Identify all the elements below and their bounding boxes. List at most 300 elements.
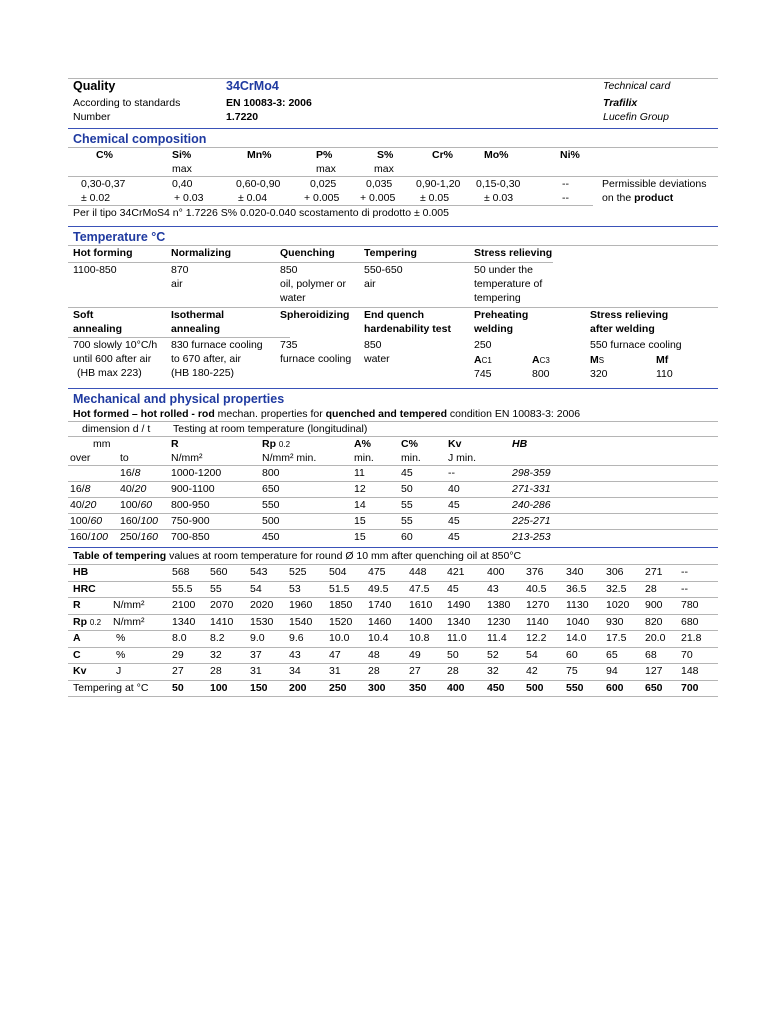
tempering-cell: 1540 <box>289 615 313 628</box>
cell-over-value: 160/ <box>70 531 91 543</box>
tempering-cell: 1410 <box>210 615 234 628</box>
cell-a: 12 <box>354 483 366 495</box>
mech-units-row <box>68 451 718 465</box>
isothermal-header-2: annealing <box>171 323 221 335</box>
cell-c: 50 <box>401 483 413 495</box>
tempering-cell: 49.5 <box>368 582 389 595</box>
stress-after-value: 550 furnace cooling <box>590 339 682 351</box>
cell-over <box>70 514 102 528</box>
dev-cr: ± 0.05 <box>420 192 450 204</box>
temp-values2-row <box>68 338 718 382</box>
tempering-cell: 31 <box>329 665 341 677</box>
tempering-cell: 1230 <box>487 615 511 628</box>
ms-label <box>590 353 604 368</box>
cell-rp: 800 <box>262 467 280 479</box>
tempering-row <box>68 615 718 631</box>
tempering-cell: 49 <box>409 648 421 661</box>
mechanical-section-title <box>68 389 718 407</box>
cell-to-value: 250/ <box>120 531 141 543</box>
quality-value: 34CrMo4 <box>226 79 279 93</box>
cell-hb: 298-359 <box>512 467 551 479</box>
tempering-cell: 37 <box>250 648 262 661</box>
deviation-note-2a: on the <box>602 192 635 204</box>
element-mn: Mn% <box>247 149 272 161</box>
tempering-cell: 1490 <box>447 599 471 611</box>
isothermal-header-1: Isothermal <box>171 309 225 321</box>
mech-rows <box>68 466 718 545</box>
tempering-temp-cell: 100 <box>210 681 228 694</box>
tempering-cell: 900 <box>645 599 663 611</box>
tempering-temp-cell: 150 <box>250 681 268 694</box>
cell-to-value: 16/ <box>120 467 135 479</box>
tempering-cell: 1140 <box>526 615 549 628</box>
tempering-cell: 54 <box>250 582 262 595</box>
tempering-cell: 127 <box>645 665 663 677</box>
tempering-cell: 820 <box>645 615 663 628</box>
cell-to <box>120 514 158 528</box>
normalizing-temp: 870 <box>171 264 189 276</box>
col-rp-sub: 0.2 <box>278 440 291 449</box>
tempering-cell: 400 <box>487 566 505 578</box>
tempering-cell: 21.8 <box>681 632 702 644</box>
table-row <box>68 530 718 545</box>
tempering-temp-cell: 300 <box>368 681 386 694</box>
col-rp-letter: Rp <box>262 438 276 450</box>
tempering-cell: -- <box>681 582 688 595</box>
cell-over-value: 16/ <box>70 483 85 495</box>
row-unit: % <box>116 648 126 661</box>
tempering-cell: 9.6 <box>289 632 304 644</box>
row-label-text: C <box>73 648 81 661</box>
cell-to <box>120 498 152 512</box>
row-unit: J <box>116 665 122 677</box>
tempering-row <box>68 631 718 647</box>
chem-max-row <box>68 162 718 176</box>
tempering-cell: 1380 <box>487 599 511 611</box>
cell-r: 750-900 <box>171 515 210 527</box>
hot-forming-header: Hot forming <box>73 247 133 259</box>
cell-over <box>70 482 90 496</box>
cell-kv: -- <box>448 467 455 479</box>
tempering-cell: 45 <box>447 582 459 595</box>
tempering-cell: 47.5 <box>409 582 430 595</box>
row-unit: N/mm² <box>113 615 145 628</box>
element-s: S% <box>377 149 394 161</box>
cell-to-alt: 8 <box>134 467 141 479</box>
tempering-cell: 1610 <box>409 599 433 611</box>
table-row <box>68 498 718 513</box>
cell-to <box>120 466 140 480</box>
row-label-text: A <box>73 632 81 644</box>
row-label-sub: 0.2 <box>89 617 102 627</box>
tempering-cell: 32 <box>487 665 499 677</box>
tempering-row <box>68 664 718 680</box>
number-label: Number <box>73 111 111 123</box>
col-rp <box>262 437 290 452</box>
element-ni: Ni% <box>560 149 580 161</box>
tempering-row-label <box>73 598 81 612</box>
tempering-cell: 51.5 <box>329 582 350 595</box>
ac1-sub: C1 <box>481 356 492 365</box>
tempering-cell: 43 <box>289 648 301 661</box>
dev-mn: ± 0.04 <box>238 192 268 204</box>
tempering-row-label <box>73 664 86 678</box>
cell-hb: 271-331 <box>512 483 551 495</box>
chemical-section-title <box>68 129 718 147</box>
cell-a: 14 <box>354 499 366 511</box>
tempering-cell: 65 <box>606 648 618 661</box>
dev-si: + 0.03 <box>174 192 204 204</box>
preheating-header-2: welding <box>474 323 514 335</box>
tempering-temp-row <box>68 681 718 697</box>
ac3-sub: C3 <box>539 356 550 365</box>
dev-ni: -- <box>562 192 569 204</box>
tempering-cell: 1020 <box>606 599 630 611</box>
mf-label: Mf <box>656 354 669 366</box>
tempering-cell: 504 <box>329 566 347 578</box>
cell-to-value: 160/ <box>120 515 141 527</box>
sphero-value-2: furnace cooling <box>280 353 352 365</box>
ac1-letter: A <box>474 354 482 366</box>
cell-to <box>120 530 158 544</box>
tempering-cell: 1520 <box>329 615 353 628</box>
tempering-cell: 1040 <box>566 615 590 628</box>
col-c: C% <box>401 438 418 450</box>
tempering-cell: 1400 <box>409 615 433 628</box>
soft-value-3: (HB max 223) <box>77 367 142 379</box>
tempering-medium: air <box>364 278 376 290</box>
mech-dim-row <box>68 422 718 436</box>
tempering-cell: 43 <box>487 582 499 595</box>
cell-c: 60 <box>401 531 413 543</box>
tempering-rows <box>68 565 718 696</box>
cell-over-value: 40/ <box>70 499 85 511</box>
tempering-cell: 36.5 <box>566 582 587 595</box>
cell-to <box>120 482 146 496</box>
cell-kv: 45 <box>448 499 460 511</box>
table-row <box>68 466 718 481</box>
tempering-temp-cell: 600 <box>606 681 624 694</box>
tempering-temp-cell: 500 <box>526 681 544 694</box>
tempering-cell: 543 <box>250 566 268 578</box>
tempering-cell: 340 <box>566 566 584 578</box>
iso-value-2: to 670 after, air <box>171 353 242 365</box>
col-hb: HB <box>512 438 528 450</box>
dim-label: dimension d / t <box>82 423 151 435</box>
row-label-text: Kv <box>73 665 87 677</box>
cell-c: 45 <box>401 467 413 479</box>
cell-rp: 450 <box>262 531 280 543</box>
tempering-cell: 271 <box>645 566 663 578</box>
tempering-cell: 55.5 <box>172 582 193 595</box>
tempering-cell: 29 <box>172 648 184 661</box>
tempering-cell: 28 <box>645 582 657 595</box>
tempering-cell: 8.2 <box>210 632 225 644</box>
iso-value-3: (HB 180-225) <box>171 367 235 379</box>
quality-label: Quality <box>73 79 116 93</box>
endq-value-2: water <box>364 353 390 365</box>
tempering-cell: 47 <box>329 648 341 661</box>
tempering-cell: -- <box>681 566 688 578</box>
value-mn: 0,60-0,90 <box>236 178 281 190</box>
row-label-text: R <box>73 599 81 611</box>
tempering-cell: 28 <box>210 665 222 677</box>
tempering-cell: 1530 <box>250 615 274 628</box>
testing-label: Testing at room temperature (longitudinal) <box>173 423 368 435</box>
tempering-cell: 68 <box>645 648 657 661</box>
iso-value-1: 830 furnace cooling <box>171 339 263 351</box>
tempering-row-label <box>73 648 81 662</box>
row-label-text: Rp <box>73 615 87 628</box>
cell-kv: 45 <box>448 515 460 527</box>
cell-over <box>70 530 108 544</box>
table-row <box>68 514 718 529</box>
mf-value: 110 <box>656 368 673 380</box>
cell-to-alt: 20 <box>134 483 147 495</box>
value-s: 0,035 <box>366 178 393 190</box>
cell-over-alt: 20 <box>84 499 97 511</box>
ac1-label <box>474 353 492 368</box>
cell-to-alt: 100 <box>140 515 158 527</box>
tempering-temp-cell: 50 <box>172 681 184 694</box>
tempering-cell: 40.5 <box>526 582 547 595</box>
preheat-value: 250 <box>474 339 492 351</box>
tempering-cell: 2100 <box>172 599 196 611</box>
max-p: max <box>316 163 336 175</box>
cell-rp: 550 <box>262 499 280 511</box>
stress-after-header-2: after welding <box>590 323 655 335</box>
value-p: 0,025 <box>310 178 337 190</box>
tempering-row-label <box>73 615 101 630</box>
ms-letter: M <box>590 354 599 366</box>
spheroidizing-header: Spheroidizing <box>280 309 350 321</box>
tempering-cell: 94 <box>606 665 618 677</box>
chem-values-row <box>68 177 718 191</box>
tempering-cell: 34 <box>289 665 301 677</box>
table-row <box>68 482 718 497</box>
dev-p: + 0.005 <box>304 192 340 204</box>
end-quench-header-2: hardenability test <box>364 323 451 335</box>
chem-elements-row <box>68 148 718 162</box>
unit-kv: J min. <box>448 452 477 464</box>
tempering-cell: 930 <box>606 615 624 628</box>
mech-col-header-row <box>68 437 718 451</box>
cell-hb: 213-253 <box>512 531 551 543</box>
quality-row <box>68 79 718 96</box>
quenching-medium-2: water <box>280 292 306 304</box>
unit-c: min. <box>401 452 421 464</box>
chem-deviation-row <box>68 191 718 205</box>
tempering-cell: 48 <box>368 648 380 661</box>
cell-over <box>70 498 96 512</box>
temperature-section-title <box>68 227 718 245</box>
soft-value-1: 700 slowly 10°C/h <box>73 339 158 351</box>
cell-hb: 225-271 <box>512 515 551 527</box>
brand-name: Trafilix <box>603 97 638 109</box>
value-mo: 0,15-0,30 <box>476 178 521 190</box>
cell-hb: 240-286 <box>512 499 551 511</box>
preheating-header-1: Preheating <box>474 309 529 321</box>
cell-rp: 650 <box>262 483 280 495</box>
mechanical-title: Mechanical and physical properties <box>73 392 285 406</box>
cell-kv: 40 <box>448 483 460 495</box>
tempering-row <box>68 565 718 581</box>
mech-intro-b: mechan. properties for <box>214 408 326 420</box>
temp-values-row <box>68 263 718 307</box>
tempering-cell: 376 <box>526 566 544 578</box>
technical-card-sheet <box>68 78 718 697</box>
dev-s: + 0.005 <box>360 192 396 204</box>
tempering-cell: 1270 <box>526 599 550 611</box>
tempering-cell: 32.5 <box>606 582 627 595</box>
tempering-cell: 11.0 <box>447 632 467 644</box>
tempering-cell: 1340 <box>447 615 471 628</box>
cell-over-value: 100/ <box>70 515 91 527</box>
col-kv: Kv <box>448 438 462 450</box>
cell-kv: 45 <box>448 531 460 543</box>
stress-relieving-3: tempering <box>474 292 521 304</box>
cell-r: 900-1100 <box>171 483 215 495</box>
tempering-cell: 31 <box>250 665 262 677</box>
sphero-value-1: 735 <box>280 339 298 351</box>
tempering-cell: 14.0 <box>566 632 587 644</box>
cell-a: 15 <box>354 515 366 527</box>
ms-value: 320 <box>590 368 608 380</box>
tempering-temp-label: Tempering at °C <box>73 681 149 694</box>
temp-headers2-row <box>68 308 718 337</box>
tempering-temp-cell: 400 <box>447 681 465 694</box>
cell-a: 15 <box>354 531 366 543</box>
stress-relieving-header: Stress relieving <box>474 247 553 259</box>
ac3-letter: A <box>532 354 540 366</box>
tempering-cell: 27 <box>409 665 421 677</box>
cell-to-alt: 60 <box>140 499 153 511</box>
cell-over-alt: 100 <box>90 531 108 543</box>
row-label-text: HB <box>73 566 89 578</box>
group-name: Lucefin Group <box>603 111 669 123</box>
ac1-value: 745 <box>474 368 492 380</box>
tempering-cell: 28 <box>368 665 380 677</box>
tempering-cell: 42 <box>526 665 538 677</box>
tempering-cell: 60 <box>566 648 578 661</box>
tempering-row <box>68 648 718 664</box>
value-ni: -- <box>562 178 569 190</box>
ac3-value: 800 <box>532 368 550 380</box>
row-unit: N/mm² <box>113 599 145 611</box>
tempering-cell: 52 <box>487 648 499 661</box>
soft-annealing-header-1: Soft <box>73 309 94 321</box>
tempering-temp-cell: 550 <box>566 681 584 694</box>
tempering-cell: 2070 <box>210 599 234 611</box>
element-c: C% <box>96 149 113 161</box>
cell-r: 800-950 <box>171 499 210 511</box>
tempering-temp-cell: 250 <box>329 681 347 694</box>
tempering-row-label <box>73 631 81 645</box>
end-quench-header-1: End quench <box>364 309 425 321</box>
chem-footnote-row <box>68 206 718 220</box>
ac3-label <box>532 353 550 368</box>
tempering-cell: 12.2 <box>526 632 547 644</box>
quenching-temp: 850 <box>280 264 298 276</box>
cell-to-value: 100/ <box>120 499 141 511</box>
tempering-cell: 1460 <box>368 615 392 628</box>
element-si: Si% <box>172 149 192 161</box>
tempering-title-a: Table of tempering <box>73 550 167 562</box>
over-label: over <box>70 452 91 464</box>
tempering-cell: 1740 <box>368 599 392 611</box>
tempering-cell: 9.0 <box>250 632 265 644</box>
mech-intro-c: quenched and tempered <box>325 408 447 420</box>
cell-c: 55 <box>401 515 413 527</box>
tempering-cell: 10.8 <box>409 632 430 644</box>
tempering-cell: 32 <box>210 648 222 661</box>
unit-a: min. <box>354 452 374 464</box>
mech-intro-a: Hot formed – hot rolled - rod <box>73 408 215 420</box>
tempering-temp-cell: 650 <box>645 681 663 694</box>
tempering-cell: 1340 <box>172 615 196 628</box>
hot-forming-value: 1100-850 <box>73 264 117 276</box>
temp-headers-row <box>68 246 718 262</box>
quenching-header: Quenching <box>280 247 335 259</box>
tempering-temp: 550-650 <box>364 264 403 276</box>
mm-label: mm <box>93 438 111 450</box>
mech-intro-d: condition EN 10083-3: 2006 <box>447 408 581 420</box>
tempering-cell: 53 <box>289 582 301 595</box>
temperature-title: Temperature °C <box>73 230 166 244</box>
normalizing-medium: air <box>171 278 183 290</box>
cell-r: 1000-1200 <box>171 467 222 479</box>
tempering-cell: 148 <box>681 665 699 677</box>
element-p: P% <box>316 149 333 161</box>
element-mo: Mo% <box>484 149 509 161</box>
temper-bottom-rule <box>68 696 718 697</box>
deviation-note-1: Permissible deviations <box>602 178 707 190</box>
max-si: max <box>172 163 192 175</box>
tempering-cell: 560 <box>210 566 228 578</box>
standards-row <box>68 96 718 110</box>
tempering-cell: 55 <box>210 582 222 595</box>
chemical-title: Chemical composition <box>73 132 207 146</box>
tempering-cell: 780 <box>681 599 699 611</box>
unit-rp: N/mm² min. <box>262 452 317 464</box>
tempering-cell: 525 <box>289 566 307 578</box>
standards-value: EN 10083-3: 2006 <box>226 97 312 109</box>
tempering-cell: 10.4 <box>368 632 389 644</box>
tempering-cell: 10.0 <box>329 632 350 644</box>
cell-over-alt: 60 <box>90 515 103 527</box>
normalizing-header: Normalizing <box>171 247 232 259</box>
tempering-cell: 28 <box>447 665 459 677</box>
value-cr: 0,90-1,20 <box>416 178 461 190</box>
tempering-header: Tempering <box>364 247 417 259</box>
max-s: max <box>374 163 394 175</box>
tempering-cell: 1130 <box>566 599 589 611</box>
technical-card-label: Technical card <box>603 80 671 92</box>
row-unit: % <box>116 632 126 644</box>
tempering-temp-cell: 350 <box>409 681 427 694</box>
element-cr: Cr% <box>432 149 454 161</box>
tempering-cell: 8.0 <box>172 632 187 644</box>
tempering-cell: 1960 <box>289 599 313 611</box>
stress-relieving-1: 50 under the <box>474 264 533 276</box>
tempering-cell: 448 <box>409 566 427 578</box>
stress-after-header-1: Stress relieving <box>590 309 669 321</box>
tempering-cell: 680 <box>681 615 699 628</box>
tempering-cell: 17.5 <box>606 632 627 644</box>
unit-r: N/mm² <box>171 452 203 464</box>
tempering-row <box>68 582 718 598</box>
cell-to-alt: 160 <box>140 531 158 543</box>
